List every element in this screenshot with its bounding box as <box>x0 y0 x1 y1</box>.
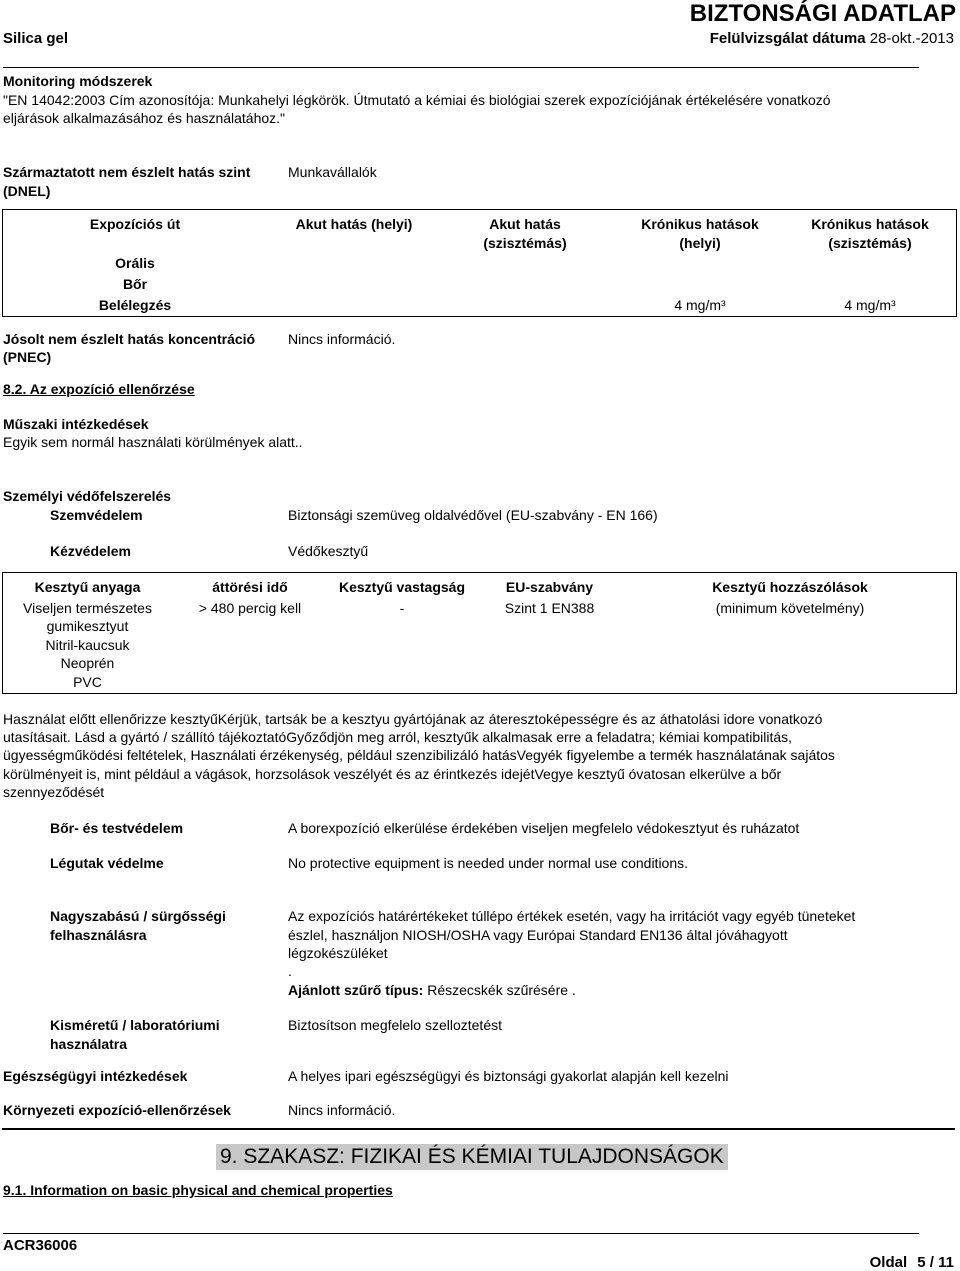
section-9-1-title: 9.1. Information on basic physical and chemical properties <box>3 1182 393 1198</box>
eye-protection-label: Szemvédelem <box>50 507 143 523</box>
page-number: 5 / 11 <box>917 1254 954 1271</box>
glove-note-line: ügyességműködési feltételek, Használati érzékenység, például szenzibilizáló hatásVegyék figyelembe a termék használatának sajátos <box>3 747 835 763</box>
revision-date-line <box>710 30 954 47</box>
product-name: Silica gel <box>3 30 69 47</box>
hand-protection-value: Védőkesztyű <box>288 543 369 559</box>
large-scale-value-2: észlel, használjon NIOSH/OSHA vagy Európai Standard EN136 által jóváhagyott <box>288 927 788 943</box>
glove-material-line: gumikesztyut <box>46 618 129 634</box>
page-number-line <box>870 1254 954 1271</box>
hygiene-value: A helyes ipari egészségügyi és biztonsági gyakorlat alapján kell kezelni <box>288 1068 729 1084</box>
glove-header-comments: Kesztyű hozzászólások <box>712 579 868 595</box>
dnel-header-chronic-sys-2: (szisztémás) <box>828 235 912 251</box>
eye-protection-value: Biztonsági szemüveg oldalvédővel (EU-szabvány - EN 166) <box>288 507 658 523</box>
dnel-header-acute-sys-2: (szisztémás) <box>483 235 567 251</box>
section-9-title: 9. SZAKASZ: FIZIKAI ÉS KÉMIAI TULAJDONSÁGOK <box>216 1144 728 1170</box>
glove-standard: Szint 1 EN388 <box>504 600 595 616</box>
dnel-header-acute-sys-1: Akut hatás <box>489 216 561 232</box>
ppe-title: Személyi védőfelszerelés <box>3 488 172 504</box>
dnel-header-chronic-local-1: Krónikus hatások <box>641 216 759 232</box>
glove-material-line: PVC <box>73 674 102 690</box>
respiratory-protection-label: Légutak védelme <box>50 855 164 871</box>
skin-protection-label: Bőr- és testvédelem <box>50 820 184 836</box>
dnel-header-chronic-sys-1: Krónikus hatások <box>811 216 929 232</box>
dnel-label-1: Származtatott nem észlelt hatás szint <box>3 164 251 180</box>
dnel-header-acute-local: Akut hatás (helyi) <box>295 216 413 232</box>
respiratory-protection-value: No protective equipment is needed under normal use conditions. <box>288 855 689 871</box>
large-scale-value-3: légzokészüléket <box>288 945 388 961</box>
dnel-header-chronic-local-2: (helyi) <box>679 235 721 251</box>
dnel-value: Munkavállalók <box>288 164 377 180</box>
document-title: BIZTONSÁGI ADATLAP <box>689 0 956 27</box>
revision-date: 28-okt.-2013 <box>869 30 954 47</box>
hand-protection-label: Kézvédelem <box>50 543 131 559</box>
glove-header-thickness: Kesztyű vastagság <box>338 579 466 595</box>
filter-type-line <box>288 981 576 1000</box>
glove-material-line: Nitril-kaucsuk <box>45 637 130 653</box>
large-scale-value-1: Az expozíciós határértékeket túllépo értékek esetén, vagy ha irritációt vagy egyéb tüneteket <box>288 908 856 924</box>
monitoring-text-2: eljárások alkalmazásához és használatához." <box>3 110 286 126</box>
dnel-row-chronic-sys: 4 mg/m³ <box>844 297 896 313</box>
small-scale-value: Biztosítson megfelelo szelloztetést <box>288 1017 502 1033</box>
glove-header-standard: EU-szabvány <box>505 579 594 595</box>
glove-comments: (minimum követelmény) <box>715 600 865 616</box>
revision-label: Felülvizsgálat dátuma <box>709 30 866 47</box>
small-scale-label-2: használatra <box>50 1036 128 1052</box>
filter-type-label: Ajánlott szűrő típus: <box>288 982 424 998</box>
large-scale-label-2: felhasználásra <box>50 927 147 943</box>
monitoring-title: Monitoring módszerek <box>3 73 153 89</box>
glove-note-line: szennyeződését <box>3 784 105 800</box>
large-scale-value-4: . <box>288 963 292 979</box>
pnec-value: Nincs információ. <box>288 331 396 347</box>
dnel-row-chronic-local: 4 mg/m³ <box>674 297 726 313</box>
pnec-label-2: (PNEC) <box>3 349 52 365</box>
dnel-row-route: Bőr <box>122 276 148 292</box>
glove-note-line: körülményeit is, mint például a vágások, horzsolások veszélyét és az érintkezés idejétVegye kesztyű óvatosan elkerülve a bőr <box>3 766 782 782</box>
header-divider <box>3 67 919 68</box>
monitoring-text-1: "EN 14042:2003 Cím azonosítója: Munkahelyi légkörök. Útmutató a kémiai és biológiai szerek expozíciójának értékelésére vonatkozó <box>3 92 831 108</box>
glove-thickness: - <box>399 600 405 616</box>
dnel-row-route: Belélegzés <box>98 297 172 313</box>
footer-divider <box>3 1233 919 1234</box>
engineering-title: Műszaki intézkedések <box>3 416 149 432</box>
engineering-text: Egyik sem normál használati körülmények alatt.. <box>3 434 303 450</box>
hygiene-label: Egészségügyi intézkedések <box>3 1068 188 1084</box>
glove-header-material: Kesztyű anyaga <box>34 579 141 595</box>
dnel-row-route: Orális <box>115 255 155 271</box>
environmental-value: Nincs információ. <box>288 1102 396 1118</box>
dnel-label-2: (DNEL) <box>3 183 51 199</box>
glove-note-line: Használat előtt ellenőrizze kesztyűKérjük, tartsák be a kesztyu gyártójának az áteresztoképességre és az áthatolási idore vonatkozó <box>3 711 823 727</box>
section-9-banner <box>2 1128 955 1170</box>
filter-type-value: Részecskék szűrésére . <box>427 982 576 998</box>
glove-note-line: utasításait. Lásd a gyártó / szállító tájékoztatóGyőződjön meg arról, kesztyűk alkalmasak erre a feladatra; kémiai kompatibilitás, <box>3 729 793 745</box>
skin-protection-value: A borexpozíció elkerülése érdekében viseljen megfelelo védokesztyut és ruházatot <box>288 820 800 836</box>
dnel-header-route: Expozíciós út <box>89 216 181 232</box>
large-scale-label-1: Nagyszabású / sürgősségi <box>50 908 226 924</box>
glove-header-breakthrough: áttörési idő <box>212 579 288 595</box>
small-scale-label-1: Kisméretű / laboratóriumi <box>50 1017 220 1033</box>
page-label: Oldal <box>869 1254 908 1271</box>
pnec-label-1: Jósolt nem észlelt hatás koncentráció <box>3 331 256 347</box>
section-8-2-title: 8.2. Az expozíció ellenőrzése <box>3 381 195 397</box>
glove-material-line: Viseljen természetes <box>23 600 152 616</box>
glove-material-line: Neoprén <box>60 655 115 671</box>
document-code: ACR36006 <box>3 1237 78 1254</box>
environmental-label: Környezeti expozíció-ellenőrzések <box>3 1102 231 1118</box>
glove-breakthrough: > 480 percig kell <box>198 600 302 616</box>
